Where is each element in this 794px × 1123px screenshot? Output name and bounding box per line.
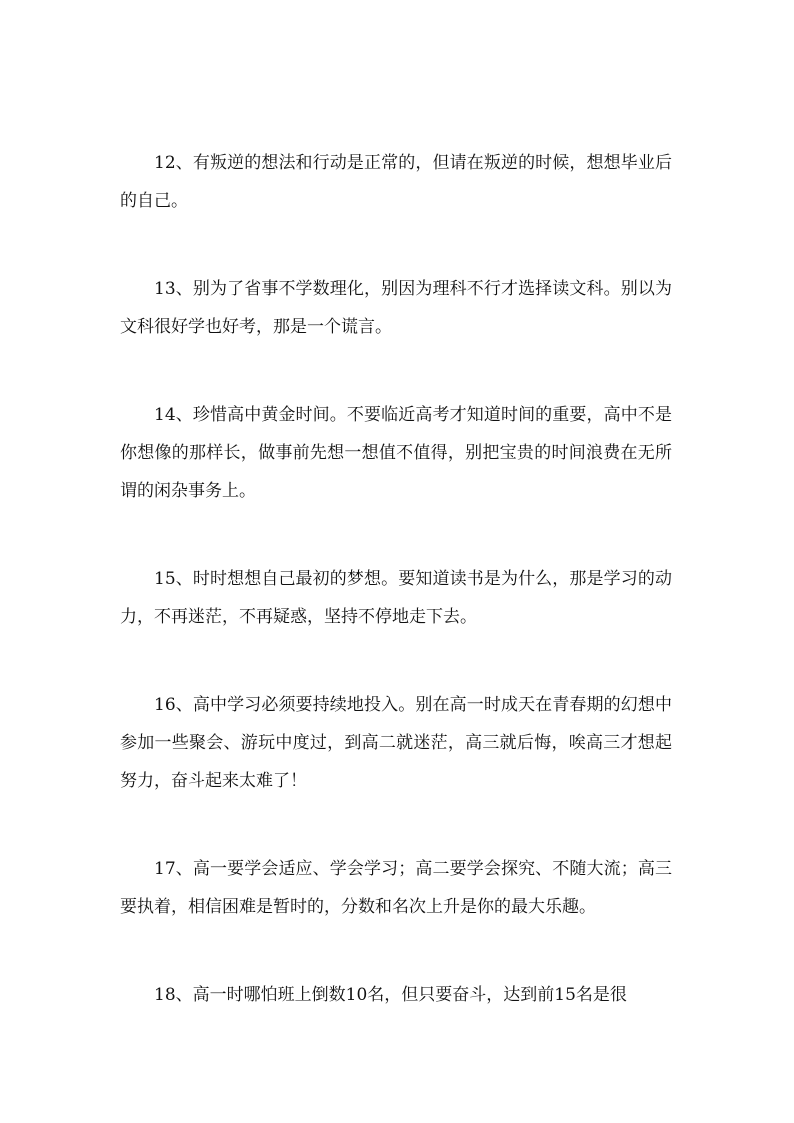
paragraph-17: 17、高一要学会适应、学会学习；高二要学会探究、不随大流；高三要执着，相信困难是暂时的，分数和名次上升是你的最大乐趣。 <box>120 859 672 917</box>
paragraph-12: 12、有叛逆的想法和行动是正常的，但请在叛逆的时候，想想毕业后的自己。 <box>120 153 672 211</box>
paragraph-16: 16、高中学习必须要持续地投入。别在高一时成天在青春期的幻想中参加一些聚会、游玩中度过，到高二就迷茫，高三就后悔，唉高三才想起努力，奋斗起来太难了！ <box>120 695 672 791</box>
paragraph-spacer <box>120 926 672 976</box>
paragraph-15: 15、时时想想自己最初的梦想。要知道读书是为什么，那是学习的动力，不再迷茫，不再疑惑，坚持不停地走下去。 <box>120 569 672 627</box>
paragraph-spacer <box>120 510 672 560</box>
paragraph-14: 14、珍惜高中黄金时间。不要临近高考才知道时间的重要，高中不是你想像的那样长，做事前先想一想值不值得，别把宝贵的时间浪费在无所谓的闲杂事务上。 <box>120 405 672 501</box>
paragraph-13: 13、别为了省事不学数理化，别因为理科不行才选择读文科。别以为文科很好学也好考，那是一个谎言。 <box>120 279 672 337</box>
paragraph-spacer <box>120 346 672 396</box>
paragraph-spacer <box>120 800 672 850</box>
paragraph-spacer <box>120 220 672 270</box>
paragraph-spacer <box>120 636 672 686</box>
paragraph-18: 18、高一时哪怕班上倒数10名，但只要奋斗，达到前15名是很 <box>154 985 627 1005</box>
document-body <box>120 144 672 1014</box>
